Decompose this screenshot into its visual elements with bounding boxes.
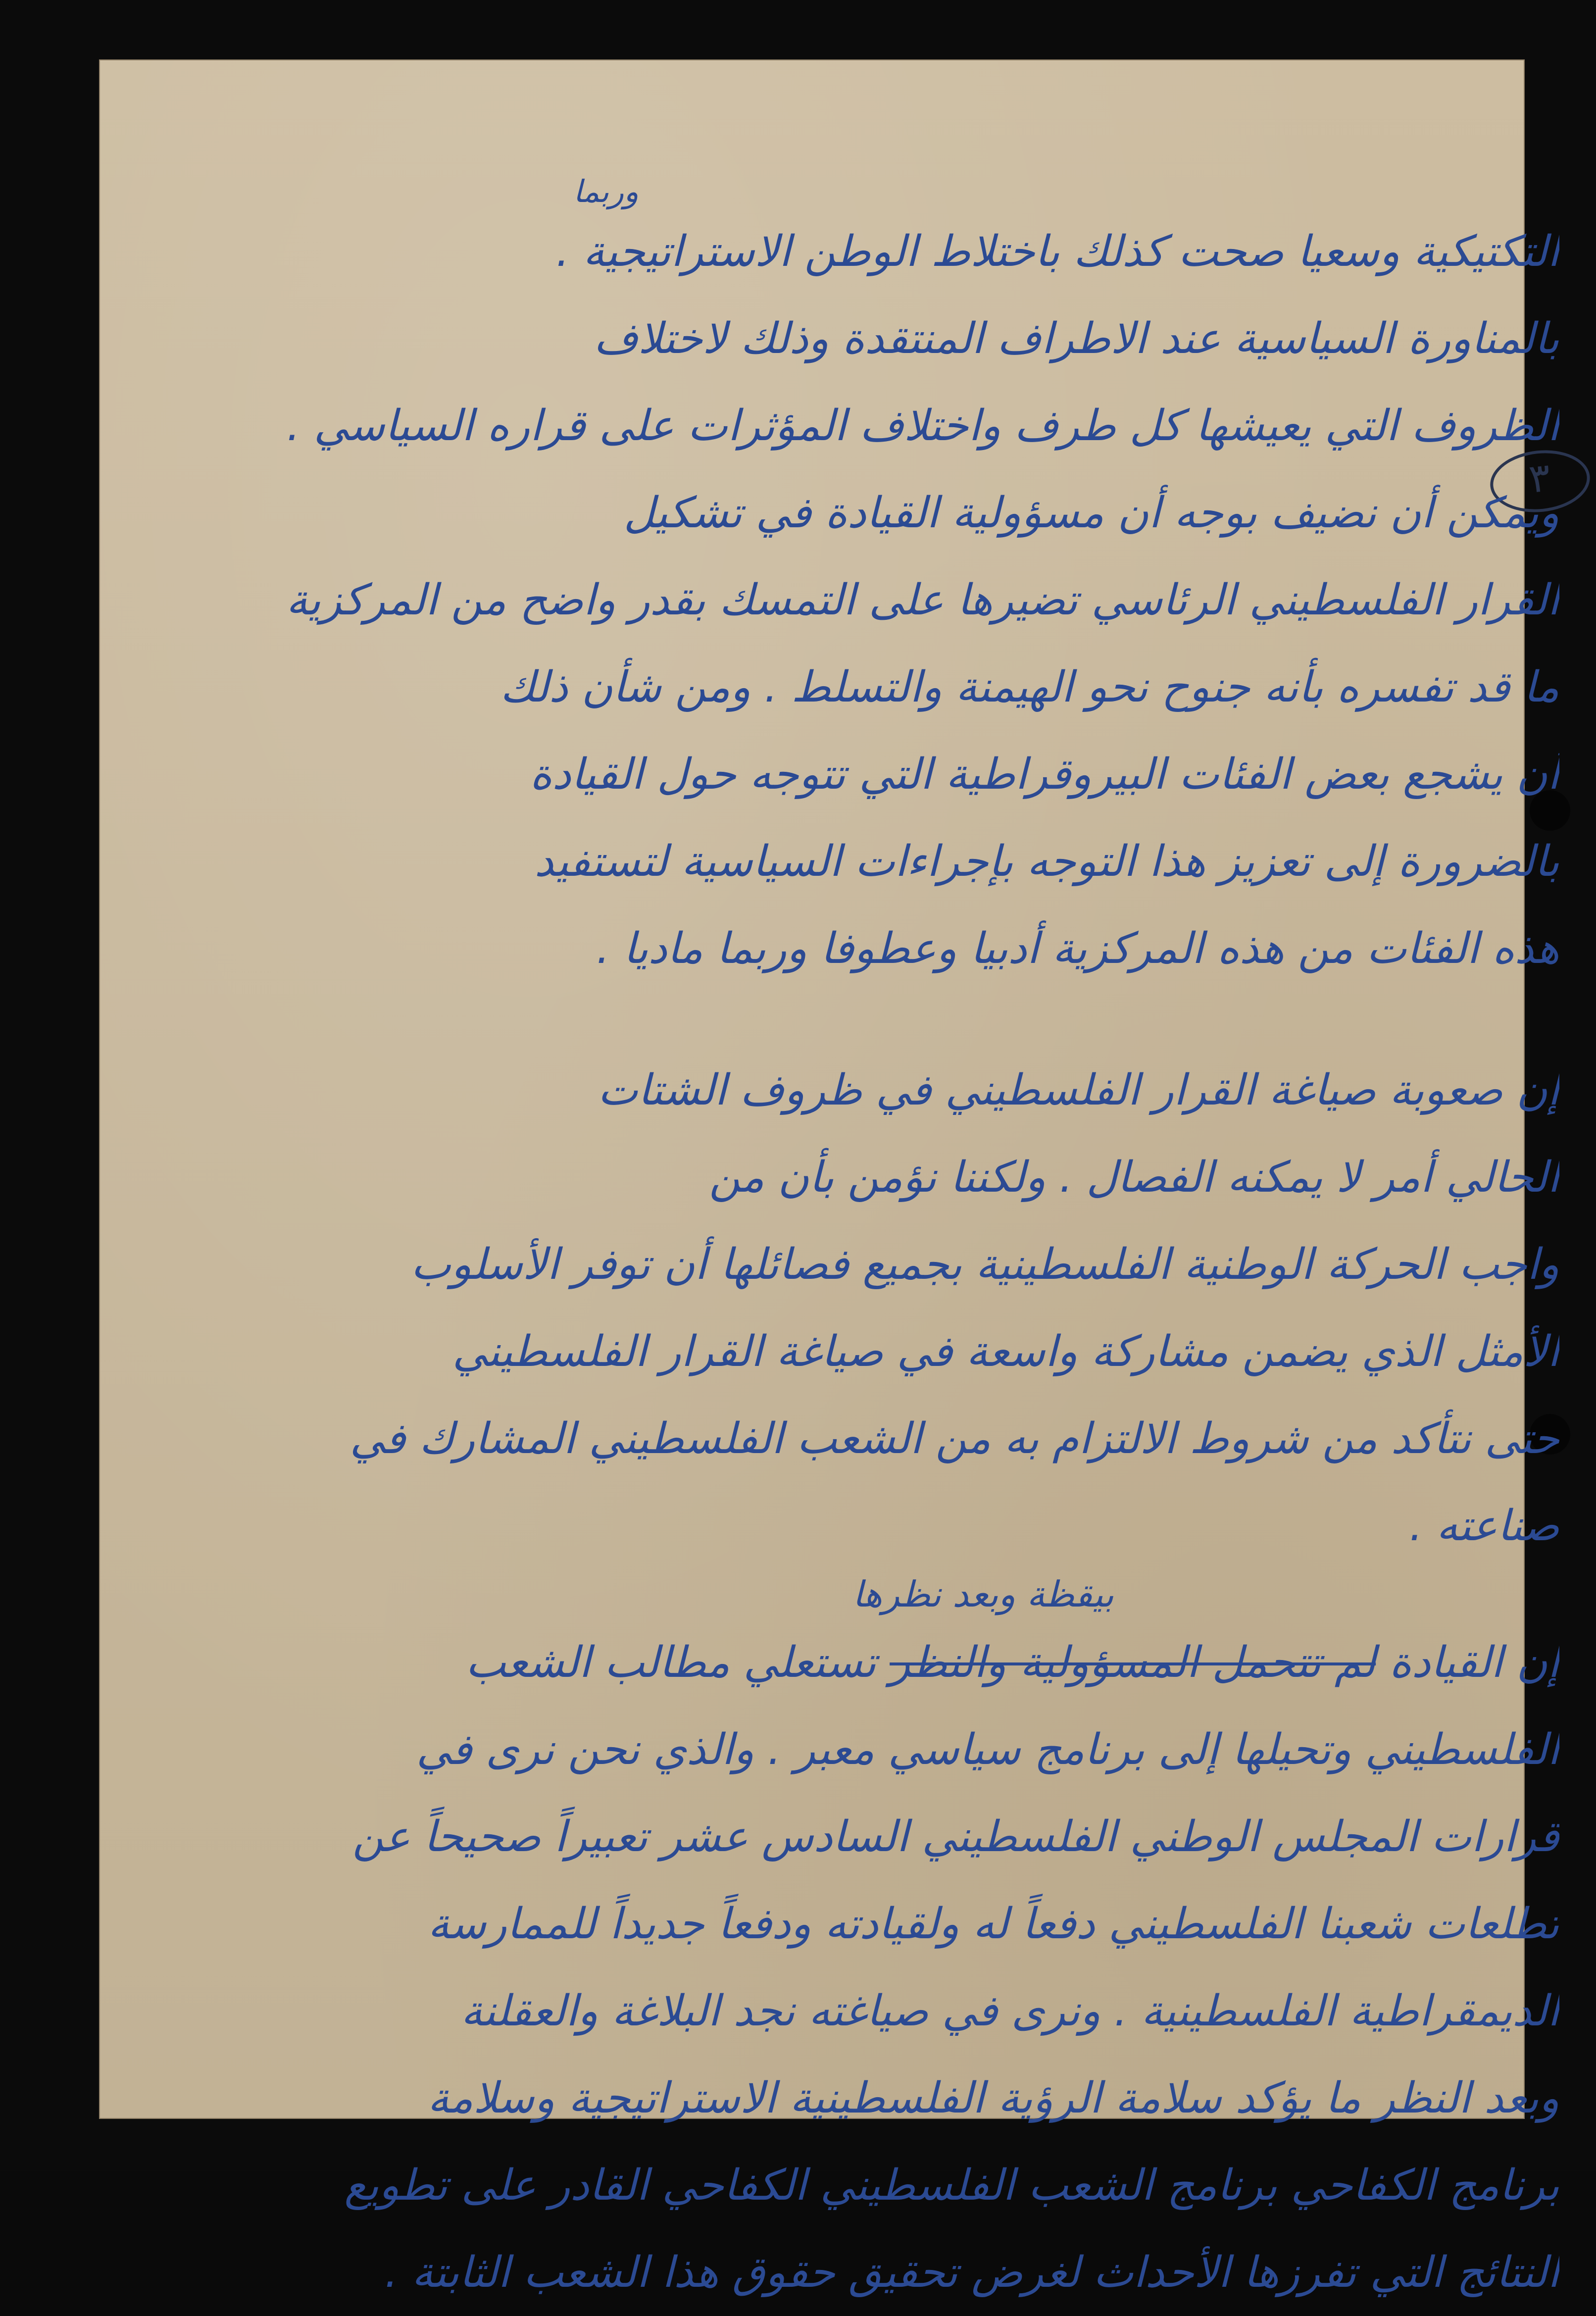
- text-line: بالمناورة السياسية عند الاطراف المنتقدة وذلك لاختلاف: [594, 314, 1559, 363]
- paragraph-3: [262, 1047, 1559, 1569]
- text-line: تطلعات شعبنا الفلسطيني دفعاً له ولقيادته ودفعاً جديداً للممارسة: [428, 1899, 1559, 1949]
- text-line: الظروف التي يعيشها كل طرف واختلاف المؤثرات على قراره السياسي .: [287, 401, 1559, 451]
- line-prefix: إن القيادة: [1389, 1638, 1559, 1687]
- struck-text: لم تتحمل المسؤولية والنظر: [890, 1638, 1376, 1687]
- paragraph-4: [262, 1569, 1559, 2316]
- text-line: صناعته .: [1409, 1501, 1559, 1551]
- line-suffix: تستعلي مطالب الشعب: [465, 1638, 876, 1687]
- text-line: حتى نتأكد من شروط الالتزام به من الشعب الفلسطيني المشارك في: [349, 1414, 1559, 1463]
- paragraph-2: [262, 469, 1559, 992]
- text-line: برنامج الكفاحي برنامج الشعب الفلسطيني الكفاحي القادر على تطويع: [344, 2161, 1559, 2210]
- document-page: [99, 59, 1559, 2297]
- text-line: الديمقراطية الفلسطينية . ونرى في صياغته نجد البلاغة والعقلنة: [461, 1986, 1559, 2036]
- text-line: هذه الفئات من هذه المركزية أدبيا وعطوفا وربما ماديا .: [596, 924, 1559, 973]
- text-line: واجب الحركة الوطنية الفلسطينية بجميع فصائلها أن توفر الأسلوب: [411, 1240, 1559, 1289]
- text-line: قرارات المجلس الوطني الفلسطيني السادس عشر تعبيراً صحيحاً عن: [352, 1812, 1559, 1862]
- page-number: ٣: [1487, 446, 1593, 517]
- text-line: [262, 1619, 1559, 1706]
- paragraph-1: [262, 173, 1559, 469]
- text-line: النتائج التي تفرزها الأحداث لغرض تحقيق حقوق هذا الشعب الثابتة .: [384, 2248, 1559, 2297]
- inserted-phrase: بيقظة وبعد نظرها: [852, 1573, 1114, 1615]
- text-line: التكتيكية وسعيا صحت كذلك باختلاط الوطن الاستراتيجية .: [556, 227, 1559, 276]
- text-line: الفلسطيني وتحيلها إلى برنامج سياسي معبر . والذي نحن نرى في: [416, 1725, 1559, 1774]
- text-line: أن يشجع بعض الفئات البيروقراطية التي تتوجه حول القيادة: [530, 750, 1559, 799]
- text-line: إن صعوبة صياغة القرار الفلسطيني في ظروف الشتات: [598, 1065, 1559, 1115]
- text-line: الأمثل الذي يضمن مشاركة واسعة في صياغة القرار الفلسطيني: [452, 1327, 1559, 1376]
- text-line: الحالي أمر لا يمكنه الفصال . ولكننا نؤمن بأن من: [709, 1153, 1559, 1202]
- text-line: ويمكن أن نضيف بوجه أن مسؤولية القيادة في تشكيل: [623, 488, 1559, 538]
- inserted-word: وربما: [573, 173, 639, 209]
- handwritten-text: [262, 173, 1559, 2316]
- text-line: بالضرورة إلى تعزيز هذا التوجه بإجراءات السياسية لتستفيد: [534, 837, 1559, 886]
- text-line: وبعد النظر ما يؤكد سلامة الرؤية الفلسطينية الاستراتيجية وسلامة: [427, 2073, 1559, 2123]
- text-line: القرار الفلسطيني الرئاسي تضيرها على التمسك بقدر واضح من المركزية: [286, 575, 1559, 625]
- text-line: ما قد تفسره بأنه جنوح نحو الهيمنة والتسلط . ومن شأن ذلك: [500, 662, 1559, 712]
